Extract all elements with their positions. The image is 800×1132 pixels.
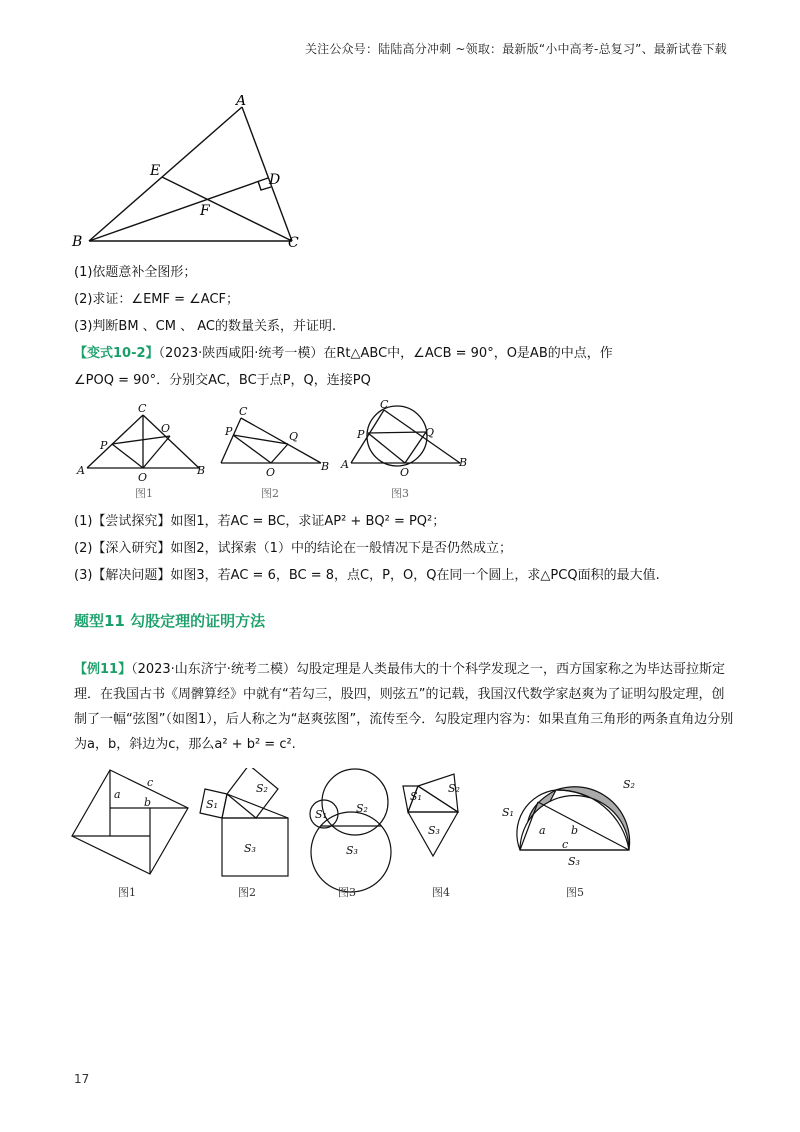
fig3-B: B <box>459 456 468 469</box>
fig4-S3: S₃ <box>428 824 440 837</box>
fig3-P: P <box>357 428 365 441</box>
fig5-b: b <box>571 824 579 837</box>
bottom-fig1-caption: 图1 <box>118 886 136 899</box>
question-2: (2)求证：∠EMF = ∠ACF； <box>74 292 240 307</box>
fig1-B: B <box>197 464 206 477</box>
variant-tag: 【变式10-2】 <box>74 346 159 361</box>
fig2-S3: S₃ <box>244 842 256 855</box>
triangle-figure <box>70 95 310 255</box>
section-heading: 题型11 勾股定理的证明方法 <box>74 612 266 630</box>
fig2-O: O <box>266 466 276 479</box>
variant-fig2-caption: 图2 <box>261 487 279 500</box>
pythagoras-figures <box>68 768 648 908</box>
example-paragraph <box>74 657 734 757</box>
fig3-S3: S₃ <box>346 844 358 857</box>
bottom-fig3-caption: 图3 <box>338 886 356 899</box>
fig3-S1: S₁ <box>315 808 327 821</box>
fig3-A: A <box>341 458 349 471</box>
fig5-S3: S₃ <box>568 855 580 868</box>
fig1-O-top: O <box>161 422 171 435</box>
fig3-S2: S₂ <box>356 802 368 815</box>
variant-line-2: ∠POQ = 90°．分别交AC，BC于点P，Q，连接PQ <box>74 373 371 388</box>
variant-figures <box>75 400 475 505</box>
fig4-S2: S₂ <box>448 782 460 795</box>
fig5-a: a <box>539 824 546 837</box>
variant-line-1 <box>74 344 613 364</box>
question-1: (1)依题意补全图形； <box>74 265 197 280</box>
fig2-S2: S₂ <box>256 782 268 795</box>
bottom-fig2-caption: 图2 <box>238 886 256 899</box>
label-E: E <box>150 163 161 179</box>
label-F: F <box>200 203 210 219</box>
fig4-S1: S₁ <box>410 790 422 803</box>
fig5-S1: S₁ <box>502 806 514 819</box>
fig1-A: A <box>77 464 85 477</box>
example-tag: 【例11】 <box>74 662 132 677</box>
question-3: (3)判断BM 、CM 、 AC的数量关系，并证明. <box>74 319 337 334</box>
variant-part-3: (3)【解决问题】如图3，若AC = 6，BC = 8，点C，P，O，Q在同一个圆上，求△PCQ面积的最大值. <box>74 568 660 583</box>
bottom-fig4-caption: 图4 <box>432 886 450 899</box>
variant-part-1: (1)【尝试探究】如图1，若AC = BC，求证AP² + BQ² = PQ²； <box>74 514 446 529</box>
bottom-fig5-caption: 图5 <box>566 886 584 899</box>
page-number: 17 <box>74 1072 90 1086</box>
fig1-O: O <box>138 471 148 484</box>
fig2-S1: S₁ <box>206 798 218 811</box>
variant-text-1: （2023·陕西咸阳·统考一模）在Rt△ABC中，∠ACB = 90°，O是AB的中点，作 <box>158 346 613 361</box>
fig3-O: O <box>400 466 410 479</box>
fig1-a: a <box>114 788 121 801</box>
fig1-b: b <box>144 796 152 809</box>
variant-fig1-caption: 图1 <box>135 487 153 500</box>
fig2-C: C <box>239 405 248 418</box>
fig3-Q: Q <box>425 426 435 439</box>
page-header: 关注公众号：陆陆高分冲刺 ~领取：最新版“小中高考-总复习”、最新试卷下载 <box>304 42 727 56</box>
example-text: （2023·山东济宁·统考二模）勾股定理是人类最伟大的十个科学发现之一，西方国家称之为毕达哥拉斯定理．在我国古书《周髀算经》中就有“若勾三，股四，则弦五”的记载，我国汉代数学家赵爽为了证明勾股定理，创制了一幅“弦图”（如图1），后人称之为“赵爽弦图”，流传至今．勾股定理内容为：如果直角三角形的两条直角边分别为a，b，斜边为c，那么a² + b² = c². <box>74 662 734 752</box>
fig2-B: B <box>321 460 330 473</box>
fig5-c: c <box>562 838 569 851</box>
fig1-P: P <box>100 439 108 452</box>
label-B: B <box>72 234 83 250</box>
fig5-S2: S₂ <box>623 778 635 791</box>
label-D: D <box>269 172 281 188</box>
variant-part-2: (2)【深入研究】如图2，试探索（1）中的结论在一般情况下是否仍然成立； <box>74 541 512 556</box>
fig2-Q: Q <box>289 430 299 443</box>
label-C: C <box>288 235 299 251</box>
fig1-C: C <box>138 402 147 415</box>
fig2-P: P <box>225 425 233 438</box>
fig1-c: c <box>147 776 154 789</box>
fig3-C: C <box>380 400 389 411</box>
variant-fig3-caption: 图3 <box>391 487 409 500</box>
label-A: A <box>236 95 247 109</box>
